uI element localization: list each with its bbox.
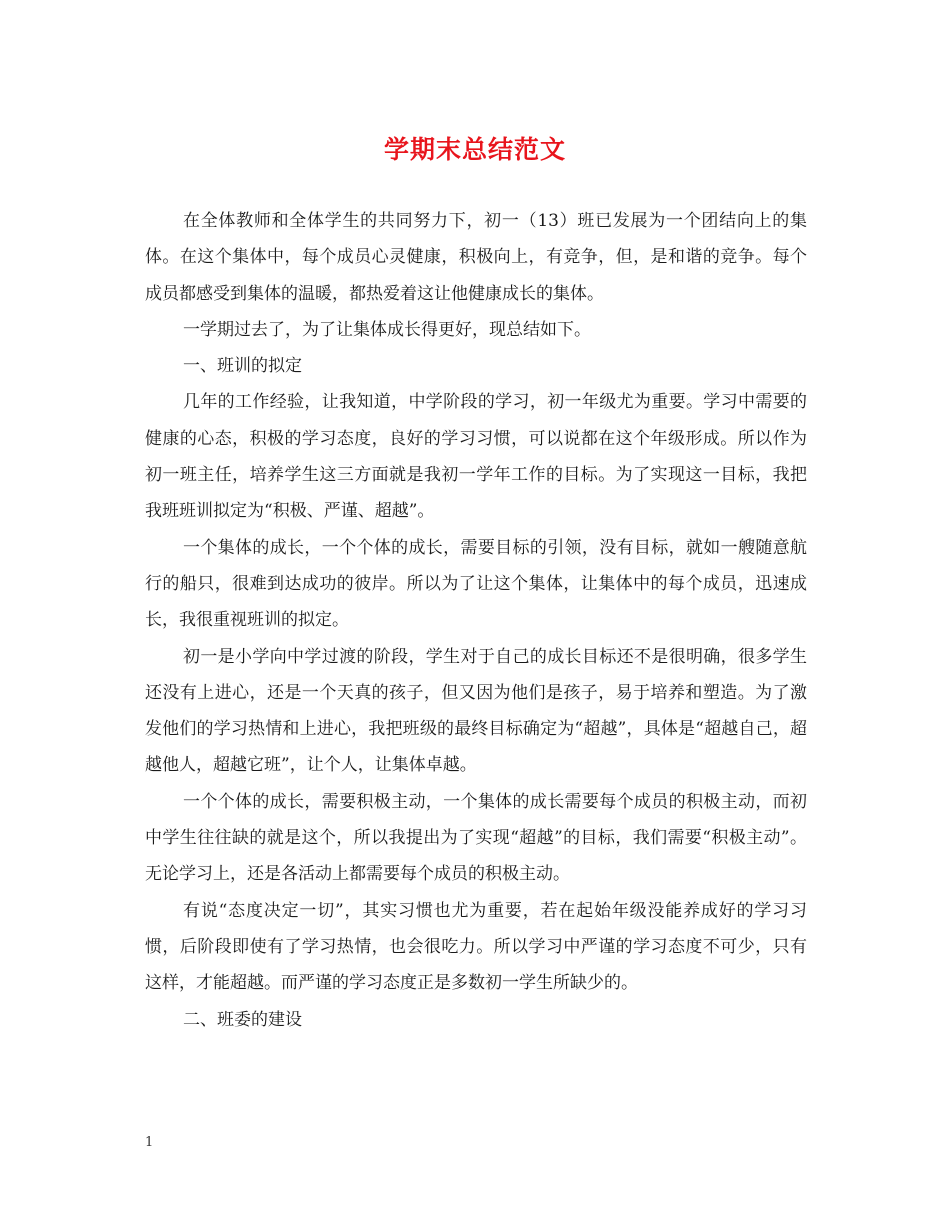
paragraph-experience: 几年的工作经验，让我知道，中学阶段的学习，初一年级尤为重要。学习中需要的健康的心态，积极的学习态度，良好的学习习惯，可以说都在这个年级形成。所以作为初一班主任，培养学生这三方面就是我初一学年工作的目标。为了实现这一目标，我把我班班训拟定为“积极、严谨、超越”。	[145, 392, 807, 522]
paragraph-intro: 在全体教师和全体学生的共同努力下，初一（13）班已发展为一个团结向上的集体。在这个集体中，每个成员心灵健康，积极向上，有竞争，但，是和谐的竞争。每个成员都感受到集体的温暖，都热爱着这让他健康成长的集体。	[145, 211, 807, 304]
section-heading-class-motto: 一、班训的拟定	[183, 356, 302, 377]
paragraph-initiative: 一个个体的成长，需要积极主动，一个集体的成长需要每个成员的积极主动，而初中学生往往缺的就是这个，所以我提出为了实现“超越”的目标，我们需要“积极主动”。无论学习上，还是各活动上都需要每个成员的积极主动。	[145, 791, 807, 885]
page-number: 1	[145, 1135, 154, 1150]
section-heading-class-committee: 二、班委的建设	[183, 1009, 302, 1030]
paragraph-summary-lead: 一学期过去了，为了让集体成长得更好，现总结如下。	[183, 319, 591, 340]
page-title: 学期末总结范文	[383, 135, 566, 164]
paragraph-goal-guidance: 一个集体的成长，一个个体的成长，需要目标的引领，没有目标，就如一艘随意航行的船只，很难到达成功的彼岸。所以为了让这个集体，让集体中的每个成员，迅速成长，我很重视班训的拟定。	[145, 537, 807, 631]
paragraph-attitude: 有说“态度决定一切”，其实习惯也尤为重要，若在起始年级没能养成好的学习习惯，后阶段即使有了学习热情，也会很吃力。所以学习中严谨的学习态度不可少，只有这样，才能超越。而严谨的学习态度正是多数初一学生所缺少的。	[145, 900, 807, 994]
paragraph-transition-stage: 初一是小学向中学过渡的阶段，学生对于自己的成长目标还不是很明确，很多学生还没有上进心，还是一个天真的孩子，但又因为他们是孩子，易于培养和塑造。为了激发他们的学习热情和上进心，我把班级的最终目标确定为“超越”，具体是“超越自己，超越他人，超越它班”，让个人，让集体卓越。	[145, 646, 807, 776]
document-body	[145, 203, 807, 1038]
